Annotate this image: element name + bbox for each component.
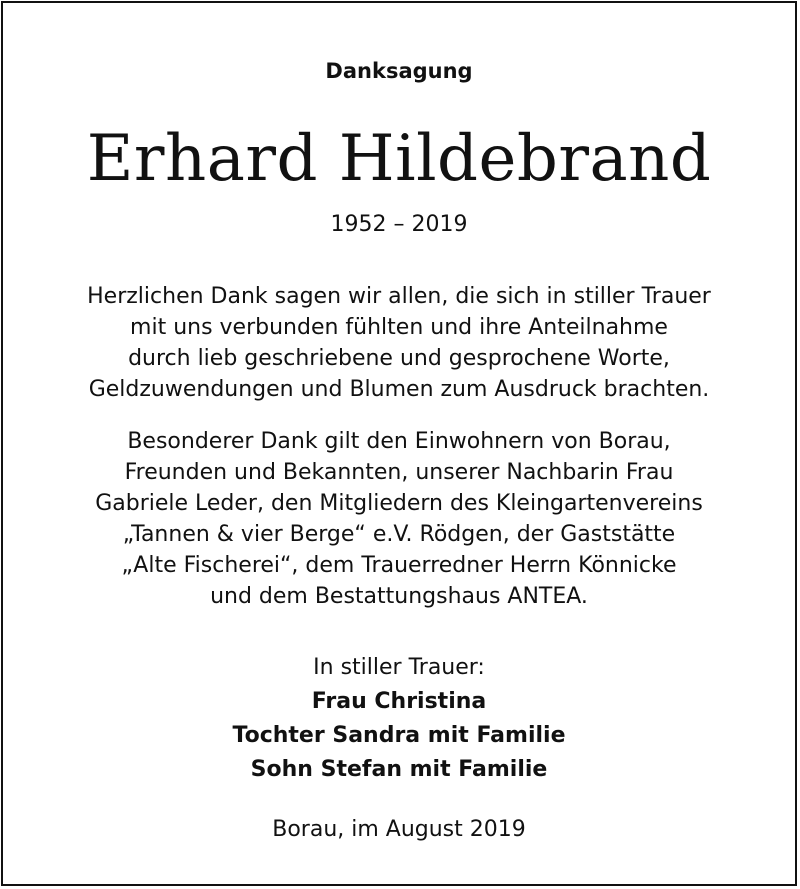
deceased-name: Erhard Hildebrand — [86, 122, 712, 196]
mourning-label: In stiller Trauer: — [313, 655, 485, 680]
life-dates: 1952 – 2019 — [330, 212, 468, 237]
mourner-name: Tochter Sandra mit Familie — [232, 723, 566, 748]
mourner-name: Frau Christina — [311, 689, 487, 714]
place-date: Borau, im August 2019 — [272, 817, 526, 842]
text-line: mit uns verbunden fühlten und ihre Anteilnahme — [130, 315, 668, 340]
special-thanks-paragraph — [3, 426, 795, 612]
text-line: „Alte Fischerei“, dem Trauerredner Herrn Könnicke — [121, 553, 677, 578]
mourners-list — [3, 685, 795, 787]
text-line: Herzlichen Dank sagen wir allen, die sich in stiller Trauer — [87, 284, 711, 309]
text-line: Freunden und Bekannten, unserer Nachbarin Frau — [124, 460, 674, 485]
text-line: durch lieb geschriebene und gesprochene Worte, — [128, 346, 670, 371]
text-line: Besonderer Dank gilt den Einwohnern von Borau, — [127, 429, 671, 454]
thanks-paragraph — [3, 281, 795, 405]
text-line: und dem Bestattungshaus ANTEA. — [210, 584, 588, 609]
text-line: Gabriele Leder, den Mitgliedern des Kleingartenvereins — [95, 491, 703, 516]
notice-heading: Danksagung — [325, 59, 473, 83]
mourner-name: Sohn Stefan mit Familie — [250, 757, 548, 782]
text-line: „Tannen & vier Berge“ e.V. Rödgen, der Gaststätte — [122, 522, 676, 547]
text-line: Geldzuwendungen und Blumen zum Ausdruck brachten. — [88, 377, 710, 402]
obituary-notice — [1, 1, 797, 886]
